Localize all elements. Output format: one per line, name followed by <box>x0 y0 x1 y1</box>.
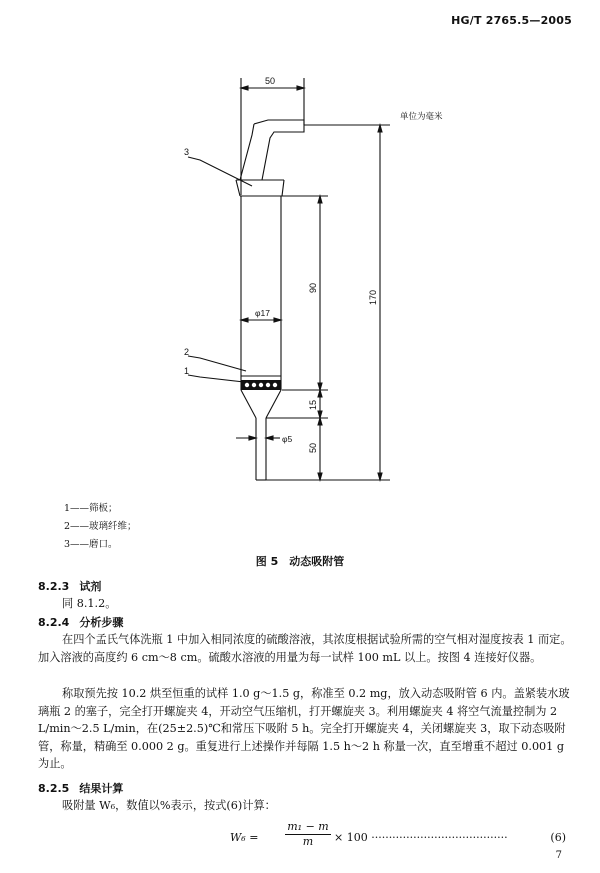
dim-taper: 15 <box>308 399 318 410</box>
formula-numerator: m₁ − m <box>285 820 331 835</box>
section-824-paragraph-2: 称取预先按 10.2 烘至恒重的试样 1.0 g～1.5 g，称准至 0.2 mg，放入动态吸附管 6 内。盖紧装水玻璃瓶 2 的塞子，完全打开螺旋夹 4，开动空气压缩机，打开螺旋夹 3。利用螺旋夹 4 将空气流量控制为 2 L/min～2.5 L/min，在(25±2.5)℃和常压下吸附 5 h。完全打开螺旋夹 4，关闭螺旋夹 3，取下动态吸附管，称量，精确至 0.000 2 g。重复进行上述操作并每隔 1.5 h～2 h 称量一次，直至增重不超过 0.001 g 为止。 <box>38 687 570 771</box>
dim-tube-length: 90 <box>308 282 318 293</box>
unit-note: 单位为毫米 <box>400 111 443 121</box>
section-823-body: 同 8.1.2。 <box>62 597 117 610</box>
equation-number: (6) <box>550 831 566 844</box>
section-heading-824 <box>38 614 133 630</box>
callout-1: 1 <box>184 366 190 376</box>
formula-lhs: W₆ = <box>230 831 259 844</box>
section-number: 8.2.5 <box>38 782 70 795</box>
dia-tube-label: φ17 <box>255 308 270 318</box>
section-title: 结果计算 <box>79 782 124 795</box>
section-heading-823 <box>38 578 111 594</box>
legend-item-1: 1——筛板； <box>64 503 118 514</box>
dim-stem: 50 <box>308 442 318 453</box>
dim-total-height: 170 <box>368 289 378 305</box>
callout-3: 3 <box>184 147 190 157</box>
dim-top-width: 50 <box>265 76 276 86</box>
formula-fraction <box>285 820 331 848</box>
callout-2: 2 <box>184 347 190 357</box>
formula-denominator: m <box>302 835 314 848</box>
page-number: 7 <box>555 850 562 861</box>
legend-item-2: 2——玻璃纤维； <box>64 521 137 532</box>
section-title: 分析步骤 <box>79 616 124 629</box>
legend-item-3: 3——磨口。 <box>64 539 118 550</box>
standard-code-header: HG/T 2765.5—2005 <box>451 14 572 27</box>
section-825-intro: 吸附量 W₆，数值以%表示，按式(6)计算： <box>62 799 276 812</box>
section-number: 8.2.4 <box>38 616 70 629</box>
section-number: 8.2.3 <box>38 580 70 593</box>
section-title: 试剂 <box>79 580 102 593</box>
formula-rest: × 100 ······································· <box>334 831 508 844</box>
section-heading-825 <box>38 780 133 796</box>
figure-caption: 图 5 动态吸附管 <box>255 555 345 568</box>
section-824-paragraph-1: 在四个孟氏气体洗瓶 1 中加入相同浓度的硫酸溶液，其浓度根据试验所需的空气相对湿度按表 1 而定。加入溶液的高度约 6 cm～8 cm。硫酸水溶液的用量为每一试样 100 mL 以上。按图 4 连接好仪器。 <box>38 633 572 664</box>
dia-stem-label: φ5 <box>282 434 293 444</box>
